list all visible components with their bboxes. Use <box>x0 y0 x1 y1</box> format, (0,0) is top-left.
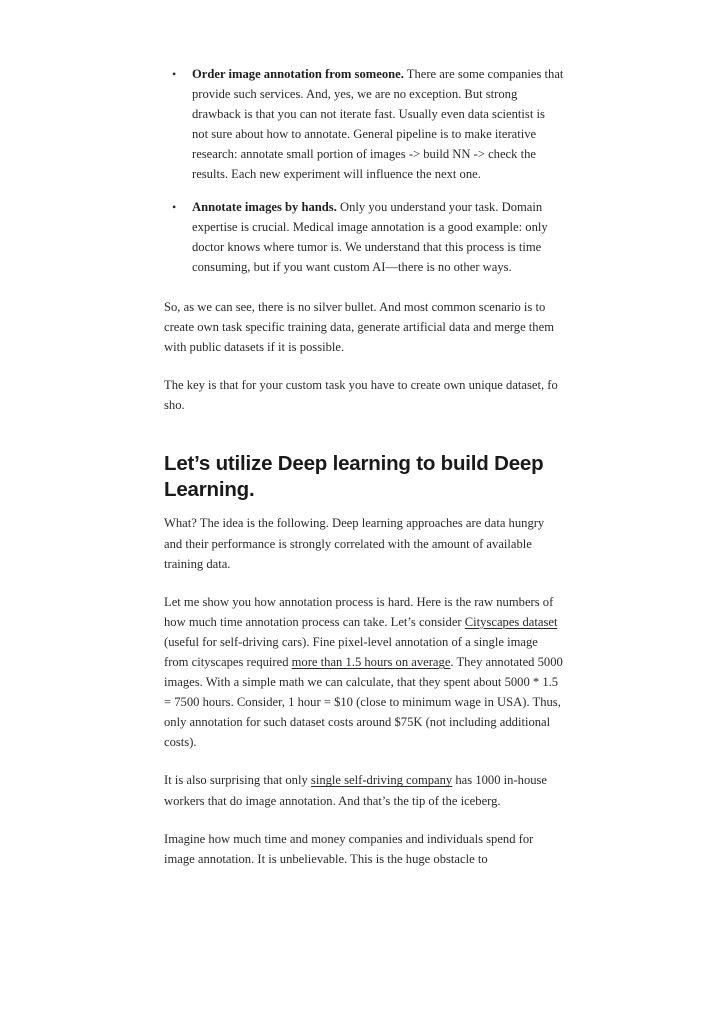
bullet-icon: • <box>172 67 177 81</box>
paragraph-annotation-cost <box>164 592 564 753</box>
bullet-bold-lead: Order image annotation from someone. <box>192 67 404 81</box>
paragraph-key: The key is that for your custom task you have to create own unique dataset, fo sho. <box>164 378 558 413</box>
article-body <box>164 64 564 887</box>
section-heading: Let’s utilize Deep learning to build Deep Learning. <box>164 452 544 502</box>
cityscapes-dataset-link[interactable]: Cityscapes dataset <box>464 614 558 629</box>
bullet-text: There are some companies that provide such services. And, yes, we are no exception. But strong drawback is that you can not iterate fast. Usually even data scientist is not sure about how to annotate. General pipeline is to make iterative research: annotate small portion of images -> build NN -> check the results. Each new experiment will influence the next one. <box>192 67 564 182</box>
paragraph-text: . They annotated 5000 images. With a simple math we can calculate, that they spent about 5000 * 1.5 = 7500 hours. Consider, 1 hour = $10 (close to minimum wage in USA). Thus, only annotation for such dataset costs around $75K (not including additional costs). <box>164 654 563 750</box>
paragraph-text: It is also surprising that only <box>164 773 311 788</box>
paragraph-surprise <box>164 770 564 810</box>
bullet-text: Only you understand your task. Domain expertise is crucial. Medical image annotation is a good example: only doctor knows where tumor is. We understand that this process is time consuming, but if you want custom AI—there is no other ways. <box>192 199 548 274</box>
annotation-time-link[interactable]: more than 1.5 hours on average <box>291 654 451 669</box>
self-driving-company-link[interactable]: single self-driving company <box>310 773 453 788</box>
paragraph-text: (useful for self-driving cars). Fine pixel-level annotation of a single image from cityscapes required <box>164 634 538 669</box>
list-item <box>164 64 564 185</box>
list-item <box>164 197 564 277</box>
bullet-bold-lead: Annotate images by hands. <box>192 199 337 214</box>
paragraph-what: What? The idea is the following. Deep learning approaches are data hungry and their performance is strongly correlated with the amount of available training data. <box>164 516 545 571</box>
bullet-icon: • <box>172 199 177 214</box>
paragraph-imagine: Imagine how much time and money companies and individuals spend for image annotation. It is unbelievable. This is the huge obstacle to <box>164 831 534 866</box>
paragraph-silver-bullet: So, as we can see, there is no silver bullet. And most common scenario is to create own task specific training data, generate artificial data and merge them with public datasets if it is possible. <box>164 299 554 355</box>
paragraph-text: Let me show you how annotation process is hard. Here is the raw numbers of how much time annotation process can take. Let’s consider <box>164 594 554 629</box>
paragraph-text: has 1000 in-house workers that do image annotation. And that’s the tip of the iceberg. <box>164 773 548 808</box>
annotation-options-list <box>164 64 564 277</box>
